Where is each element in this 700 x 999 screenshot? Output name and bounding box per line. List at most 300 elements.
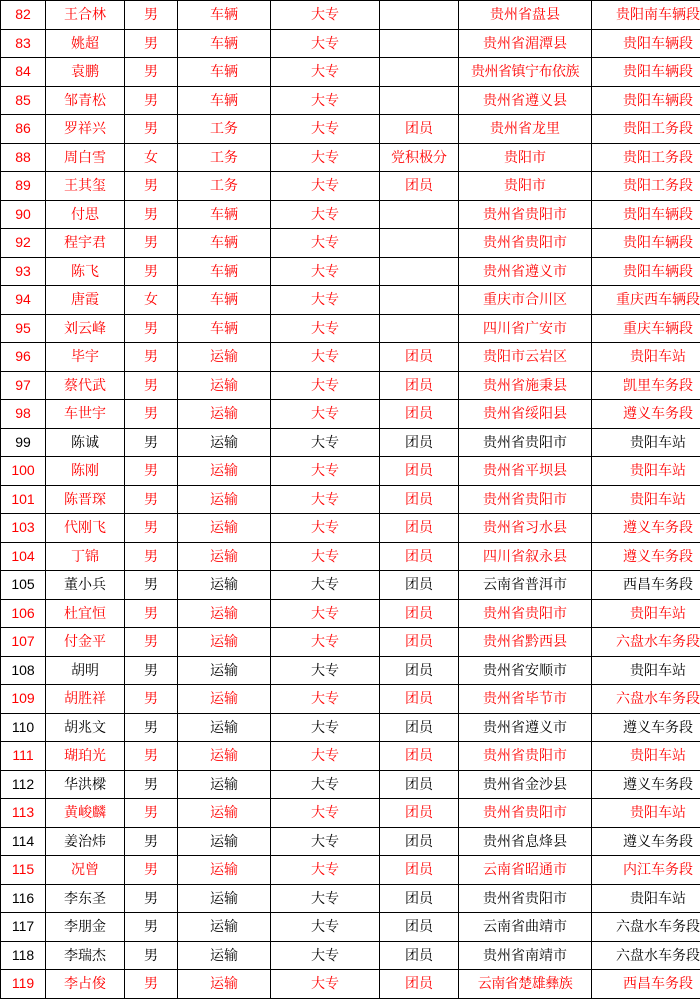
cell-sex: 男	[125, 913, 178, 942]
cell-politics: 团员	[380, 884, 459, 913]
cell-edu: 大专	[271, 970, 380, 999]
cell-politics: 团员	[380, 457, 459, 486]
cell-index: 113	[1, 799, 46, 828]
cell-sex: 男	[125, 856, 178, 885]
table-row	[1, 913, 700, 942]
cell-politics: 团员	[380, 770, 459, 799]
cell-name: 代刚飞	[46, 514, 125, 543]
cell-name: 付金平	[46, 628, 125, 657]
cell-name: 瑚珀光	[46, 742, 125, 771]
cell-name: 况曾	[46, 856, 125, 885]
cell-home: 云南省普洱市	[459, 571, 592, 600]
cell-sex: 女	[125, 286, 178, 315]
cell-edu: 大专	[271, 514, 380, 543]
cell-home: 贵阳市云岩区	[459, 343, 592, 372]
cell-unit: 西昌车务段	[592, 571, 700, 600]
table-row	[1, 371, 700, 400]
cell-unit: 贵阳工务段	[592, 115, 700, 144]
cell-unit: 贵阳车站	[592, 599, 700, 628]
table-row	[1, 229, 700, 258]
cell-index: 97	[1, 371, 46, 400]
cell-unit: 贵阳车辆段	[592, 29, 700, 58]
table-row	[1, 514, 700, 543]
cell-home: 贵州省遵义市	[459, 713, 592, 742]
cell-sex: 男	[125, 599, 178, 628]
cell-politics: 团员	[380, 514, 459, 543]
cell-politics: 团员	[380, 685, 459, 714]
cell-name: 姜治炜	[46, 827, 125, 856]
cell-sex: 男	[125, 1, 178, 30]
cell-home: 贵州省黔西县	[459, 628, 592, 657]
cell-home: 云南省昭通市	[459, 856, 592, 885]
cell-home: 贵州省贵阳市	[459, 485, 592, 514]
table-row	[1, 58, 700, 87]
cell-sex: 男	[125, 827, 178, 856]
cell-name: 李占俊	[46, 970, 125, 999]
cell-politics: 团员	[380, 371, 459, 400]
table-row	[1, 799, 700, 828]
cell-dept: 运输	[178, 799, 271, 828]
cell-dept: 车辆	[178, 257, 271, 286]
cell-dept: 运输	[178, 856, 271, 885]
cell-home: 贵州省贵阳市	[459, 428, 592, 457]
cell-dept: 运输	[178, 343, 271, 372]
cell-index: 118	[1, 941, 46, 970]
cell-index: 109	[1, 685, 46, 714]
cell-politics: 团员	[380, 115, 459, 144]
cell-edu: 大专	[271, 542, 380, 571]
cell-politics: 团员	[380, 827, 459, 856]
cell-name: 姚超	[46, 29, 125, 58]
table-row	[1, 200, 700, 229]
table-row	[1, 457, 700, 486]
cell-home: 贵州省贵阳市	[459, 200, 592, 229]
cell-index: 96	[1, 343, 46, 372]
cell-sex: 男	[125, 970, 178, 999]
cell-index: 103	[1, 514, 46, 543]
cell-home: 四川省广安市	[459, 314, 592, 343]
cell-home: 云南省曲靖市	[459, 913, 592, 942]
table-row	[1, 685, 700, 714]
table-row	[1, 856, 700, 885]
cell-home: 贵州省平坝县	[459, 457, 592, 486]
cell-name: 付思	[46, 200, 125, 229]
cell-politics	[380, 257, 459, 286]
cell-index: 117	[1, 913, 46, 942]
cell-edu: 大专	[271, 257, 380, 286]
cell-edu: 大专	[271, 314, 380, 343]
cell-dept: 车辆	[178, 200, 271, 229]
cell-unit: 贵阳车站	[592, 742, 700, 771]
cell-unit: 遵义车务段	[592, 827, 700, 856]
cell-dept: 车辆	[178, 286, 271, 315]
cell-unit: 贵阳车辆段	[592, 257, 700, 286]
cell-name: 车世宇	[46, 400, 125, 429]
cell-name: 陈诚	[46, 428, 125, 457]
cell-edu: 大专	[271, 1, 380, 30]
cell-sex: 男	[125, 542, 178, 571]
cell-home: 四川省叙永县	[459, 542, 592, 571]
cell-dept: 运输	[178, 827, 271, 856]
cell-unit: 贵阳车站	[592, 343, 700, 372]
cell-home: 贵州省龙里	[459, 115, 592, 144]
cell-unit: 西昌车务段	[592, 970, 700, 999]
cell-home: 贵阳市	[459, 172, 592, 201]
cell-politics: 团员	[380, 913, 459, 942]
cell-unit: 遵义车务段	[592, 713, 700, 742]
cell-name: 王其玺	[46, 172, 125, 201]
cell-name: 董小兵	[46, 571, 125, 600]
cell-politics	[380, 286, 459, 315]
cell-edu: 大专	[271, 827, 380, 856]
cell-home: 贵州省贵阳市	[459, 742, 592, 771]
cell-unit: 贵阳车站	[592, 457, 700, 486]
cell-index: 106	[1, 599, 46, 628]
cell-unit: 贵阳车站	[592, 799, 700, 828]
cell-unit: 重庆车辆段	[592, 314, 700, 343]
cell-home: 贵州省施秉县	[459, 371, 592, 400]
cell-dept: 运输	[178, 485, 271, 514]
cell-name: 丁锦	[46, 542, 125, 571]
cell-edu: 大专	[271, 400, 380, 429]
cell-edu: 大专	[271, 115, 380, 144]
cell-name: 李东圣	[46, 884, 125, 913]
cell-sex: 男	[125, 29, 178, 58]
table-row	[1, 1, 700, 30]
cell-index: 114	[1, 827, 46, 856]
cell-politics	[380, 200, 459, 229]
cell-name: 杜宜恒	[46, 599, 125, 628]
cell-sex: 男	[125, 172, 178, 201]
table-row	[1, 485, 700, 514]
cell-sex: 男	[125, 799, 178, 828]
cell-dept: 运输	[178, 514, 271, 543]
cell-index: 104	[1, 542, 46, 571]
cell-sex: 男	[125, 941, 178, 970]
cell-edu: 大专	[271, 884, 380, 913]
cell-sex: 男	[125, 229, 178, 258]
cell-name: 周白雪	[46, 143, 125, 172]
cell-dept: 运输	[178, 428, 271, 457]
cell-dept: 运输	[178, 371, 271, 400]
cell-dept: 运输	[178, 884, 271, 913]
cell-home: 贵州省镇宁布依族	[459, 58, 592, 87]
cell-edu: 大专	[271, 428, 380, 457]
cell-unit: 凯里车务段	[592, 371, 700, 400]
cell-politics: 团员	[380, 628, 459, 657]
table-row	[1, 970, 700, 999]
cell-unit: 贵阳车站	[592, 428, 700, 457]
cell-dept: 运输	[178, 599, 271, 628]
cell-edu: 大专	[271, 913, 380, 942]
cell-home: 重庆市合川区	[459, 286, 592, 315]
cell-index: 86	[1, 115, 46, 144]
cell-dept: 运输	[178, 542, 271, 571]
cell-politics	[380, 1, 459, 30]
cell-unit: 六盘水车务段	[592, 685, 700, 714]
table-row	[1, 86, 700, 115]
cell-unit: 六盘水车务段	[592, 628, 700, 657]
cell-edu: 大专	[271, 941, 380, 970]
cell-index: 116	[1, 884, 46, 913]
cell-edu: 大专	[271, 29, 380, 58]
cell-name: 刘云峰	[46, 314, 125, 343]
cell-edu: 大专	[271, 685, 380, 714]
cell-name: 黄峻麟	[46, 799, 125, 828]
cell-unit: 重庆西车辆段	[592, 286, 700, 315]
cell-dept: 工务	[178, 115, 271, 144]
cell-politics: 团员	[380, 428, 459, 457]
cell-index: 111	[1, 742, 46, 771]
cell-dept: 运输	[178, 770, 271, 799]
cell-politics: 团员	[380, 542, 459, 571]
cell-home: 贵州省毕节市	[459, 685, 592, 714]
cell-sex: 男	[125, 770, 178, 799]
cell-unit: 贵阳车站	[592, 884, 700, 913]
cell-home: 贵州省盘县	[459, 1, 592, 30]
cell-name: 胡兆文	[46, 713, 125, 742]
table-row	[1, 571, 700, 600]
cell-home: 贵州省安顺市	[459, 656, 592, 685]
cell-sex: 男	[125, 314, 178, 343]
cell-sex: 男	[125, 86, 178, 115]
table-row	[1, 172, 700, 201]
cell-politics: 团员	[380, 656, 459, 685]
cell-name: 陈刚	[46, 457, 125, 486]
cell-edu: 大专	[271, 86, 380, 115]
cell-index: 115	[1, 856, 46, 885]
cell-politics: 团员	[380, 599, 459, 628]
cell-home: 贵州省息烽县	[459, 827, 592, 856]
cell-politics	[380, 229, 459, 258]
cell-index: 108	[1, 656, 46, 685]
cell-edu: 大专	[271, 172, 380, 201]
cell-dept: 车辆	[178, 29, 271, 58]
cell-politics: 团员	[380, 343, 459, 372]
cell-home: 贵州省金沙县	[459, 770, 592, 799]
cell-unit: 贵阳工务段	[592, 143, 700, 172]
cell-sex: 男	[125, 884, 178, 913]
cell-dept: 运输	[178, 685, 271, 714]
cell-edu: 大专	[271, 742, 380, 771]
cell-sex: 男	[125, 200, 178, 229]
cell-name: 王合林	[46, 1, 125, 30]
cell-edu: 大专	[271, 200, 380, 229]
table-row	[1, 713, 700, 742]
table-row	[1, 400, 700, 429]
cell-sex: 男	[125, 656, 178, 685]
cell-politics: 团员	[380, 485, 459, 514]
cell-unit: 遵义车务段	[592, 514, 700, 543]
cell-edu: 大专	[271, 286, 380, 315]
cell-unit: 贵阳车辆段	[592, 58, 700, 87]
cell-dept: 车辆	[178, 1, 271, 30]
cell-dept: 运输	[178, 571, 271, 600]
cell-dept: 运输	[178, 400, 271, 429]
cell-index: 112	[1, 770, 46, 799]
cell-name: 唐霞	[46, 286, 125, 315]
cell-dept: 运输	[178, 628, 271, 657]
cell-index: 98	[1, 400, 46, 429]
cell-politics	[380, 29, 459, 58]
cell-sex: 男	[125, 428, 178, 457]
cell-sex: 男	[125, 485, 178, 514]
cell-unit: 贵阳车辆段	[592, 229, 700, 258]
cell-dept: 运输	[178, 656, 271, 685]
cell-dept: 运输	[178, 713, 271, 742]
cell-index: 95	[1, 314, 46, 343]
cell-dept: 工务	[178, 172, 271, 201]
cell-dept: 运输	[178, 941, 271, 970]
table-row	[1, 628, 700, 657]
table-row	[1, 599, 700, 628]
cell-edu: 大专	[271, 599, 380, 628]
cell-name: 程宇君	[46, 229, 125, 258]
cell-name: 陈晋琛	[46, 485, 125, 514]
cell-home: 贵州省贵阳市	[459, 884, 592, 913]
table-row	[1, 257, 700, 286]
table-row	[1, 428, 700, 457]
cell-edu: 大专	[271, 143, 380, 172]
cell-sex: 女	[125, 143, 178, 172]
cell-sex: 男	[125, 115, 178, 144]
cell-index: 88	[1, 143, 46, 172]
cell-unit: 遵义车务段	[592, 542, 700, 571]
cell-edu: 大专	[271, 343, 380, 372]
table-row	[1, 827, 700, 856]
cell-unit: 六盘水车务段	[592, 941, 700, 970]
table-row	[1, 29, 700, 58]
cell-edu: 大专	[271, 656, 380, 685]
cell-politics: 团员	[380, 856, 459, 885]
cell-edu: 大专	[271, 628, 380, 657]
cell-politics: 团员	[380, 799, 459, 828]
cell-edu: 大专	[271, 485, 380, 514]
table-row	[1, 115, 700, 144]
cell-edu: 大专	[271, 856, 380, 885]
cell-edu: 大专	[271, 770, 380, 799]
cell-index: 105	[1, 571, 46, 600]
cell-home: 贵州省南靖市	[459, 941, 592, 970]
cell-name: 毕宇	[46, 343, 125, 372]
cell-sex: 男	[125, 400, 178, 429]
cell-home: 贵州省湄潭县	[459, 29, 592, 58]
cell-name: 李朋金	[46, 913, 125, 942]
cell-name: 华洪樑	[46, 770, 125, 799]
cell-sex: 男	[125, 371, 178, 400]
cell-edu: 大专	[271, 457, 380, 486]
cell-unit: 贵阳车辆段	[592, 86, 700, 115]
cell-index: 85	[1, 86, 46, 115]
cell-sex: 男	[125, 514, 178, 543]
cell-unit: 贵阳车站	[592, 485, 700, 514]
table-row	[1, 656, 700, 685]
table-row	[1, 770, 700, 799]
cell-home: 云南省楚雄彝族	[459, 970, 592, 999]
cell-sex: 男	[125, 628, 178, 657]
cell-unit: 贵阳车站	[592, 656, 700, 685]
table-row	[1, 542, 700, 571]
cell-sex: 男	[125, 571, 178, 600]
table-row	[1, 343, 700, 372]
cell-index: 93	[1, 257, 46, 286]
cell-edu: 大专	[271, 571, 380, 600]
cell-sex: 男	[125, 713, 178, 742]
cell-dept: 运输	[178, 457, 271, 486]
cell-index: 89	[1, 172, 46, 201]
cell-index: 90	[1, 200, 46, 229]
cell-politics: 团员	[380, 172, 459, 201]
cell-edu: 大专	[271, 58, 380, 87]
cell-dept: 车辆	[178, 86, 271, 115]
cell-name: 罗祥兴	[46, 115, 125, 144]
cell-name: 陈飞	[46, 257, 125, 286]
cell-index: 94	[1, 286, 46, 315]
roster-table-body	[1, 1, 700, 999]
cell-index: 107	[1, 628, 46, 657]
cell-index: 99	[1, 428, 46, 457]
cell-dept: 工务	[178, 143, 271, 172]
cell-politics: 团员	[380, 941, 459, 970]
cell-home: 贵州省贵阳市	[459, 799, 592, 828]
cell-home: 贵州省绥阳县	[459, 400, 592, 429]
cell-unit: 遵义车务段	[592, 400, 700, 429]
cell-politics: 团员	[380, 713, 459, 742]
cell-politics: 团员	[380, 742, 459, 771]
cell-index: 101	[1, 485, 46, 514]
cell-home: 贵阳市	[459, 143, 592, 172]
cell-politics: 团员	[380, 571, 459, 600]
cell-dept: 车辆	[178, 314, 271, 343]
cell-edu: 大专	[271, 799, 380, 828]
cell-politics	[380, 86, 459, 115]
table-row	[1, 143, 700, 172]
cell-index: 82	[1, 1, 46, 30]
cell-sex: 男	[125, 257, 178, 286]
cell-sex: 男	[125, 58, 178, 87]
cell-name: 胡明	[46, 656, 125, 685]
cell-sex: 男	[125, 742, 178, 771]
cell-unit: 六盘水车务段	[592, 913, 700, 942]
cell-unit: 贵阳工务段	[592, 172, 700, 201]
cell-index: 100	[1, 457, 46, 486]
cell-home: 贵州省习水县	[459, 514, 592, 543]
cell-dept: 车辆	[178, 58, 271, 87]
cell-dept: 运输	[178, 970, 271, 999]
cell-index: 110	[1, 713, 46, 742]
cell-unit: 贵阳南车辆段	[592, 1, 700, 30]
table-row	[1, 314, 700, 343]
cell-unit: 遵义车务段	[592, 770, 700, 799]
cell-home: 贵州省贵阳市	[459, 599, 592, 628]
cell-politics	[380, 58, 459, 87]
cell-name: 胡胜祥	[46, 685, 125, 714]
cell-politics: 团员	[380, 400, 459, 429]
cell-unit: 贵阳车辆段	[592, 200, 700, 229]
cell-politics	[380, 314, 459, 343]
cell-home: 贵州省遵义市	[459, 257, 592, 286]
cell-politics: 党积极分	[380, 143, 459, 172]
table-row	[1, 286, 700, 315]
cell-index: 84	[1, 58, 46, 87]
cell-index: 119	[1, 970, 46, 999]
cell-home: 贵州省遵义县	[459, 86, 592, 115]
cell-edu: 大专	[271, 713, 380, 742]
cell-dept: 车辆	[178, 229, 271, 258]
cell-dept: 运输	[178, 742, 271, 771]
cell-name: 蔡代武	[46, 371, 125, 400]
table-row	[1, 884, 700, 913]
